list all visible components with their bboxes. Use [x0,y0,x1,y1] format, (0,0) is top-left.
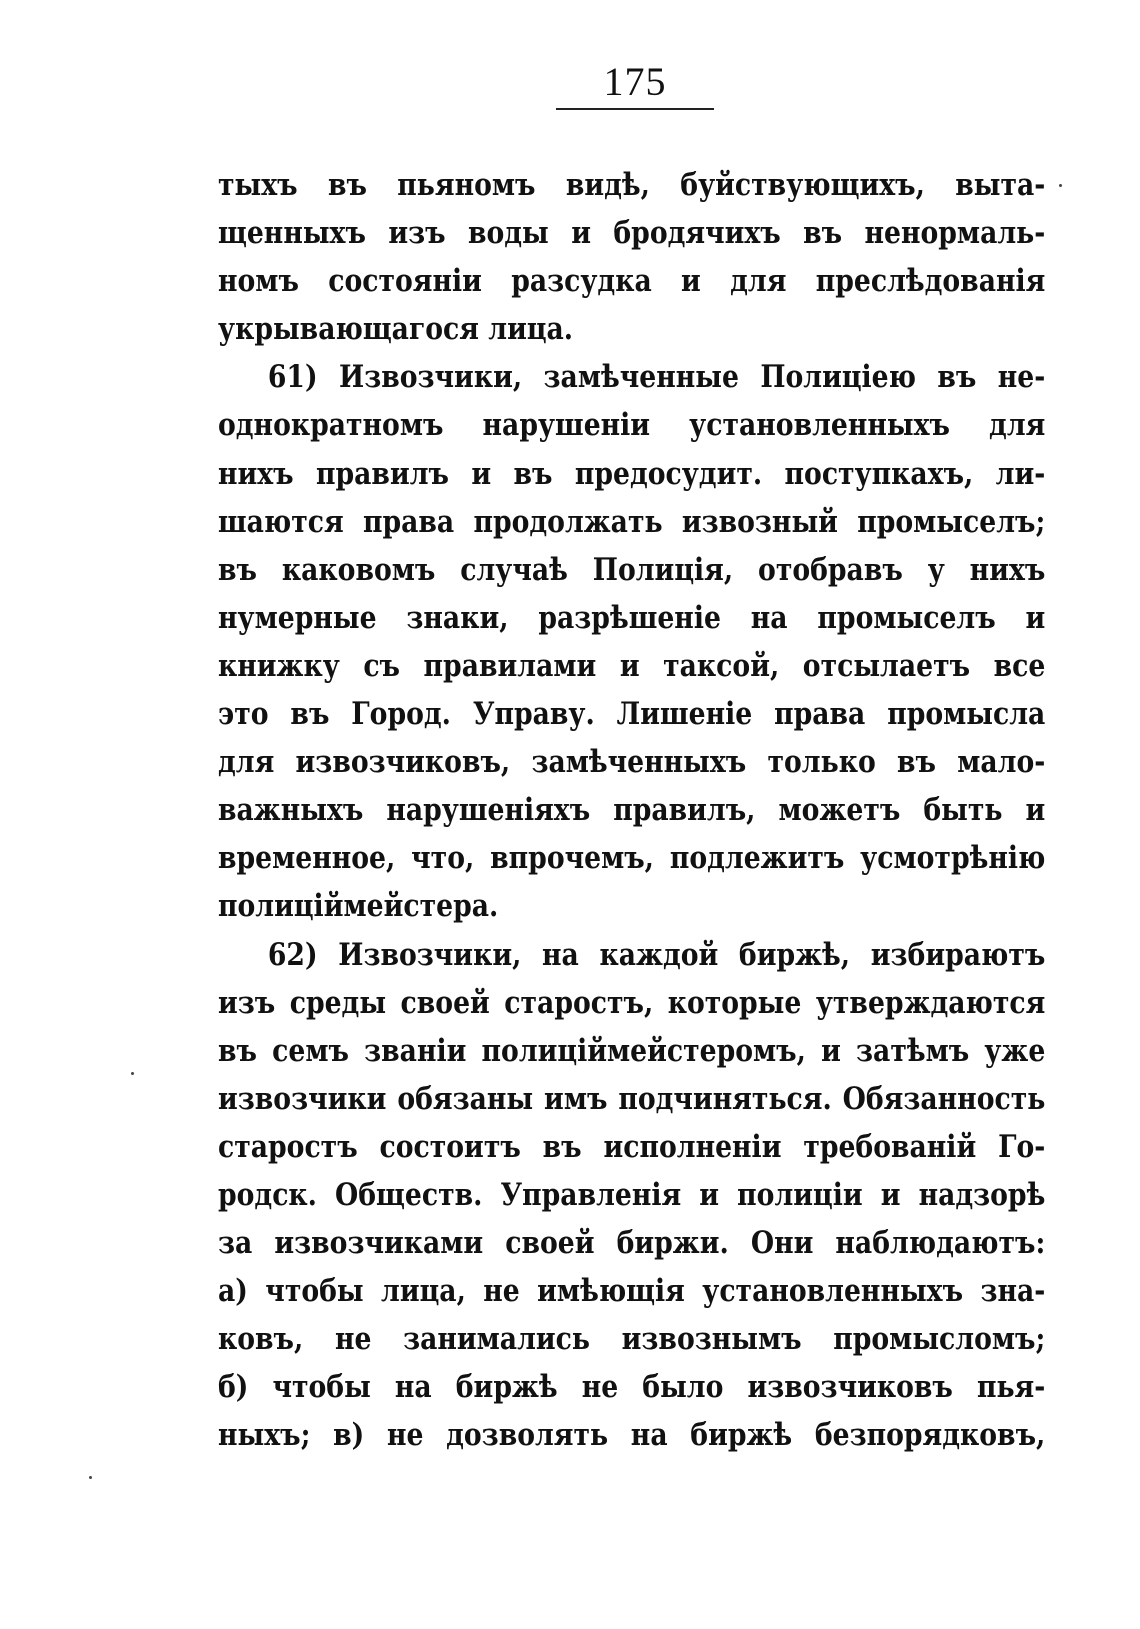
print-speck [89,1476,92,1479]
print-speck [131,1072,134,1075]
body-text [218,161,1045,1460]
text-line: ковъ, не занимались извознымъ промысломъ; [218,1321,1046,1358]
text-line: родск. Обществ. Управленія и полиціи и надзорѣ [218,1176,1046,1213]
text-line: однократномъ нарушеніи установленныхъ для [218,407,1046,444]
text-line: тыхъ въ пьяномъ видѣ, буйствующихъ, выта- [218,167,1046,203]
text-line: полиціймейстера. [218,888,499,925]
text-line: въ каковомъ случаѣ Полиція, отобравъ у нихъ [218,551,1046,588]
text-line: 61) Извозчики, замѣченные Полиціею въ не- [267,359,1046,396]
text-line: б) чтобы на биржѣ не было извозчиковъ пья- [218,1369,1046,1406]
text-line: извозчики обязаны имъ подчиняться. Обязанность [218,1080,1046,1117]
text-line: старостъ состоитъ въ исполненіи требованій Го- [218,1128,1046,1165]
text-line: ныхъ; в) не дозволять на биржѣ безпорядковъ, [218,1417,1046,1454]
page-number-rule [556,108,714,110]
text-line: за извозчиками своей биржи. Они наблюдаютъ: [218,1225,1046,1262]
print-speck [1059,184,1062,187]
text-line: укрывающагося лица. [218,311,574,348]
text-line: щенныхъ изъ воды и бродячихъ въ ненормаль- [218,215,1046,252]
text-line: въ семъ званіи полиціймейстеромъ, и затѣмъ уже [218,1032,1046,1069]
text-line: нумерные знаки, разрѣшеніе на промыселъ и [218,599,1046,636]
text-line: а) чтобы лица, не имѣющія установленныхъ зна- [218,1273,1046,1310]
page-number: 175 [603,59,667,104]
text-line: 62) Извозчики, на каждой биржѣ, избираютъ [267,936,1046,973]
text-line: шаются права продолжать извозный промыселъ; [218,503,1046,540]
text-line: это въ Город. Управу. Лишеніе права промысла [218,696,1046,733]
text-line: нихъ правилъ и въ предосудит. поступкахъ, ли- [218,455,1046,492]
text-line: для извозчиковъ, замѣченныхъ только въ мало- [218,744,1046,781]
text-line: книжку съ правилами и таксой, отсылаетъ все [218,647,1046,684]
text-line: номъ состояніи разсудка и для преслѣдованія [218,263,1046,300]
text-line: важныхъ нарушеніяхъ правилъ, можетъ быть и [218,792,1046,829]
text-line: изъ среды своей старостъ, которые утверждаются [218,984,1046,1021]
text-line: временное, что, впрочемъ, подлежитъ усмотрѣнію [218,840,1046,877]
